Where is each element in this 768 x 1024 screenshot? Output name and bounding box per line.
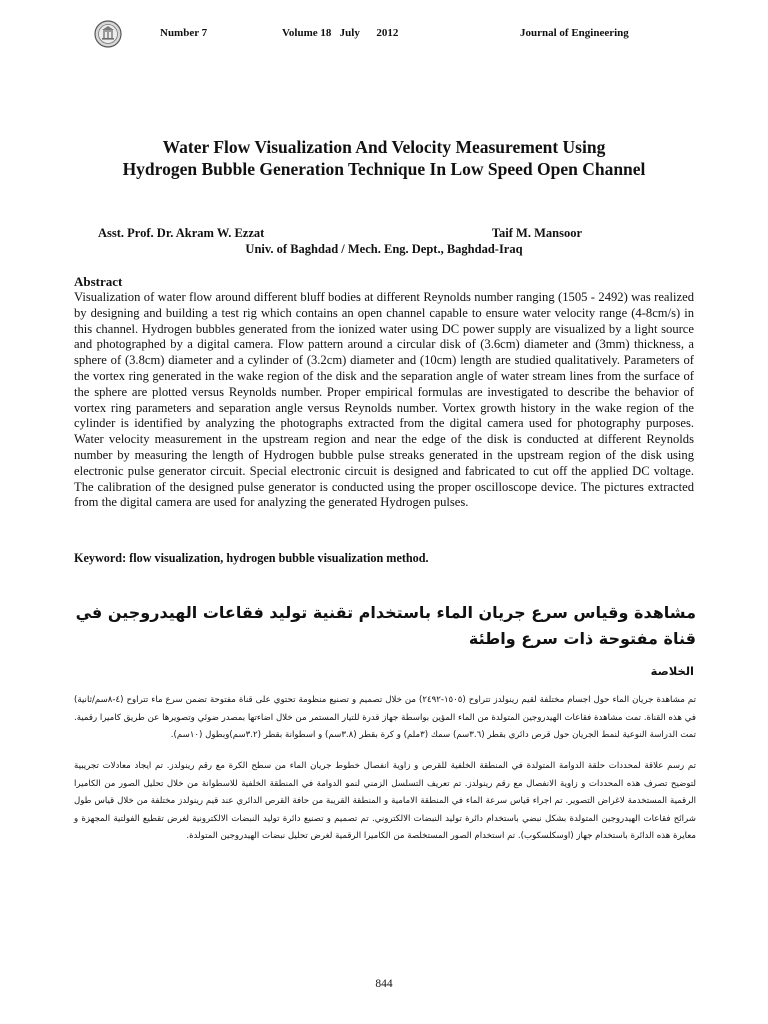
arabic-abstract-heading: الخلاصة [650,664,694,678]
running-header [90,18,730,50]
author-1: Asst. Prof. Dr. Akram W. Ezzat [98,226,265,240]
university-seal-icon [94,20,122,48]
arabic-abstract-paragraph-1: تم مشاهدة جريان الماء حول اجسام مختلفة لقيم رينولدز تتراوح (١٥٠٥-٢٤٩٢) من خلال تصميم و تصنيع منظومة تحتوي على قناة مفتوحة تضمن سرع ماء تتراوح (٤-٨سم/ثانية) في هذه القناة. تمت مشاهدة فقاعات الهيدروجين المتولدة من الماء المؤين بواسطة جهاز قدرة للتيار المستمر من خلال اضاءتها بمصدر ضوئي وتصويرها عن طريق كاميرا رقمية. تمت الدراسة النوعية لنمط الجريان حول قرص دائري بقطر (٣.٦سم) سمك (٣ملم) و كرة بقطر (٣.٨سم) و اسطوانة بقطر (٣.٢سم)وبطول (١٠سم). [74,695,696,740]
affiliation: Univ. of Baghdad / Mech. Eng. Dept., Baghdad-Iraq [245,242,523,256]
journal-name: Journal of Engineering [520,27,629,39]
author-2: Taif M. Mansoor [491,226,582,240]
title-line-2: Hydrogen Bubble Generation Technique In Low Speed Open Channel [122,159,646,179]
paper-title [40,136,728,180]
title-line-1: Water Flow Visualization And Velocity Measurement Using [162,137,606,157]
arabic-title: مشاهدة وقياس سرع جريان الماء باستخدام تقنية توليد فقاعات الهيدروجين في قناة مفتوحة ذات سرع واطئة [75,603,696,648]
volume-date: Volume 18 July 2012 [282,27,399,39]
arabic-abstract-paragraph-2: تم رسم علاقة لمحددات حلقة الدوامة المتولدة في المنطقة الخلفية للقرص و زاوية انفصال خطوط جريان الماء من سطح الكرة مع رقم رينولدز. تم ايجاد معادلات تجريبية لتوضيح تصرف هذه المحددات و زاوية الانفصال مع رقم رينولدز. تم تعريف التسلسل الزمني لنمو الدوامة في المنطقة الخلفية للاسطوانة من خلال تحليل الصور من الكاميرا الرقمية المستخدمة لاغراض التصوير. تم اجراء قياس سرعة الماء في المنطقة الامامية و المنطقة القريبة من حافة القرص الدائري عند قيم رينولدز مختلفة من خلال قياس طول شرائح فقاعات الهيدروجين المتولدة بشكل نبضي باستخدام دائرة توليد النبضات الالكتروني. تم تصميم و تصنيع دائرة توليد النبضات الالكترونية لغرض تقطيع الفولتية المجهزة و معايرة هذه الدائرة باستخدام جهاز (اوسكلسكوب). تم استخدام الصور المستخلصة من الكاميرا الرقمية لغرض تحليل نبضات الهيدروجين المتولدة. [74,761,696,841]
page-number: 844 [375,978,393,990]
abstract-heading: Abstract [74,274,123,289]
abstract-body: Visualization of water flow around different bluff bodies at different Reynolds number ranging (1505 - 2492) was realized by designing and building a test rig which contains an open channel capable to ensure water velocity range (4-8cm/s) in this channel. Hydrogen bubbles generated from the ionized water using DC power supply are visualized by a light source and photographed by a digital camera. Flow pattern around a circular disk of (3.6cm) diameter and (3mm) thickness, a sphere of (3.8cm) diameter and a cylinder of (3.2cm) diameter and (10cm) length are studied qualitatively. Parameters of the vortex ring generated in the wake region of the disk and the separation angle of water stream lines from the surface of the sphere are plotted versus Reynolds number. Proper empirical formulas are investigated to describe the behavior of vortex ring parameters and separation angle versus Reynolds number. Vortex growth history in the wake region of the cylinder is identified by analyzing the photographs extracted from the digital camera used for photography purposes. Water velocity measurement in the upstream region and near the edge of the disk is conducted at different Reynolds number by measuring the length of Hydrogen bubble pulse streaks generated in the upstream region of the disk using electronic pulse generator circuit. Special electronic circuit is designed and fabricated to cut off the applied DC voltage. The calibration of the designed pulse generator is conducted using the proper oscilloscope device. The pictures extracted from the digital camera are used for analyzing the generated Hydrogen pulses. [74,290,694,510]
issue-number: Number 7 [160,27,208,39]
keywords: Keyword: flow visualization, hydrogen bubble visualization method. [74,551,429,565]
